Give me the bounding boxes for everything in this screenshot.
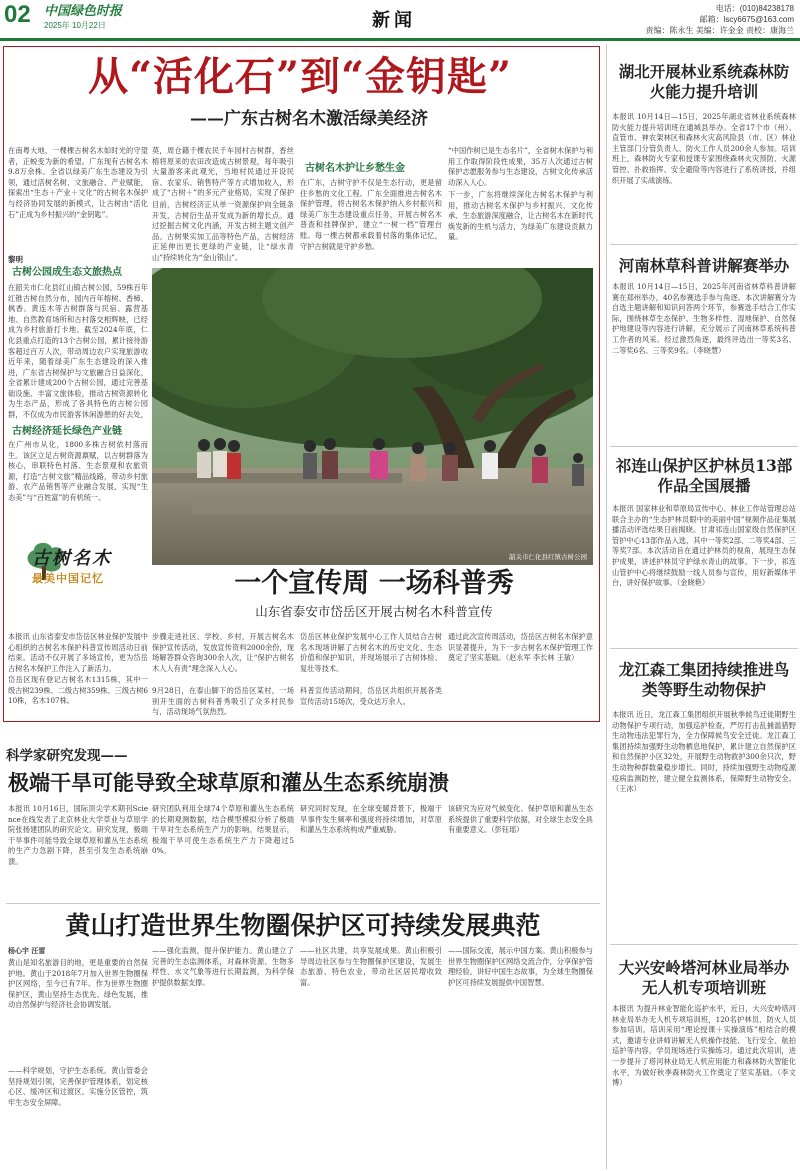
science-headline: 极端干旱可能导致全球草原和灌丛生态系统崩溃 (8, 770, 449, 795)
second-col2b: 9月28日，在泰山脚下的岱岳区某村，一场别开生面的古树科普秀吸引了众多村民参与，活动现场气氛热烈。 (152, 686, 294, 717)
logo-text-main: 古树名木 (32, 548, 112, 569)
paragraph-1b: 近年来，随着绿美广东生态建设的深入推进，广东省古树保护与文旅融合日益深化，全省累计建成200个古树公园，通过完善基础设施、丰富文旅体验，推动古树资源转化为生态产品，形成了各具特色的古树公园群，不仅成为市民游客休闲游憩的好去处， (8, 357, 148, 419)
huangshan-col4: ——国际交流，展示中国方案。黄山积极参与世界生物圈保护区网络交流合作，分享保护管理经验，讲好中国生态故事，为全球生物圈保护区可持续发展提供中国智慧。 (448, 946, 593, 987)
second-col1b: 岱岳区现有登记古树名木1315株，其中一级古树239株、二级古树359株、三级古树610株，名木107株。 (8, 675, 148, 706)
paragraph-col4: “中国作树已是生态名片”，全省树木保护与利用工作取得阶段性成果，35万人次通过古树保护志愿服务参与生态建设，古树文化传承活动深入人心。 (448, 146, 593, 187)
story-tag: 科学家研究发现—— (6, 748, 128, 764)
masthead (0, 0, 800, 38)
paragraph-1: 在韶关市仁化县红山镇古树公园，59株百年红锥古树自然分布，园内百年榕树、香樟、枫香、黄连木等古树群落与民宿、露营基地、自然教育场所和古村落交相辉映，已经成为乡村旅游打卡地。截至2024年底，仁化县重点打造的13个古树公园，累计接待游客超过百万人次，带动周边农户实现旅游收 (8, 283, 148, 356)
editors: 责编：陈永生 美编：许金金 责校：康海兰 (645, 26, 794, 35)
issue-date: 2025年 10月22日 (44, 21, 106, 30)
divider (610, 648, 798, 649)
right-body-3: 本报讯 国家林业和草原局宣传中心、林业工作站管理总站联合主办的“生态护林员眼中的美丽中国”视频作品征集展播活动评选结果日前揭晓。甘肃祁连山国家级自然保护区管护中心13部作品入选，其中一等奖2部、二等奖4部、三等奖7部。本次活动旨在通过护林员的视角，展现生态保护成果，讲述护林员守护绿水青山的故事。下一步，祁连山管护中心将继续鼓励一线人员参与宣传，用好新媒体平台，讲好保护故事。（金晓艳） (612, 504, 796, 588)
photo-caption: 韶关市仁化县红镇古树公园 (509, 553, 587, 561)
second-headline: 一个宣传周 一场科普秀 (234, 568, 514, 599)
contact-email: 邮箱：lscy6675@163.com (699, 15, 794, 24)
paper-name: 中国绿色时报 (44, 4, 123, 19)
section-name: 新闻 (372, 10, 416, 31)
huangshan-col1b: ——科学规划，守护生态系统。黄山管委会坚持规划引领，完善保护管理体系，划定核心区、缓冲区和过渡区，实施分区管控，筑牢生态安全屏障。 (8, 1066, 148, 1107)
right-headline-2: 河南林草科普讲解赛举办 (618, 256, 790, 275)
paragraph-2: 在广州市从化，1800多株古树依村落而生。该区立足古树资源禀赋，以古树群落为核心，串联特色村落、生态景观和农旅资源，打造“古树文旅”精品线路，带动乡村旅游、农产品销售等产业融合发展，实现“生态美”与“百姓富”的有机统一。 (8, 440, 148, 502)
huangshan-col2: ——强化监测，提升保护能力。黄山建立了完善的生态监测体系，对森林资源、生物多样性、水文气象等进行长期监测，为科学保护提供数据支撑。 (152, 946, 294, 987)
paragraph-col4b: 下一步，广东将继续深化古树名木保护与利用，推动古树名木保护与乡村振兴、文化传承、生态旅游深度融合，让古树名木在新时代焕发新的生机与活力，为绿美广东建设贡献力量。 (448, 190, 593, 242)
science-col2: 研究团队利用全球74个草原和灌丛生态系统的长期观测数据，结合模型模拟分析了极端干旱对生态系统生产力的影响。结果显示，极端干旱可使生态系统生产力下降超过50%。 (152, 804, 294, 856)
divider (610, 446, 798, 447)
ancient-tree-logo (20, 538, 140, 598)
second-col1: 本报讯 山东省泰安市岱岳区林业保护发展中心组织的古树名木保护科普宣传周活动日前结束。活动不仅开展了多场宣传，更为岱岳古树名木保护工作注入了新活力。 (8, 632, 148, 673)
header-rule (0, 38, 800, 41)
right-body-4: 本报讯 近日，龙江森工集团组织开展秋季候鸟迁徙期野生动物保护专项行动，加强巡护检查，严厉打击乱捕滥猎野生动物违法犯罪行为，全力保障候鸟安全迁徙。龙江森工集团持续加强野生动物栖息地保护，累计建立自然保护区和自然保护小区32处，开展野生动物救护300余只次，野生动物种群数量稳步增长。同时，持续加强野生动物疫源疫病监测防控，建立健全监测体系，保障野生动物安全。（王冰） (612, 710, 796, 794)
divider (610, 944, 798, 945)
paragraph-col3: 在广东，古树守护不仅是生态行动，更是留住乡愁的文化工程。广东全面推进古树名木保护管理，将古树名木保护纳入乡村振兴和绿美广东生态建设重点任务，开展古树名木普查和挂牌保护，建立“一树一档”管理台账。每一棵古树都承载着村落的集体记忆，守护古树就是守护乡愁。 (300, 178, 442, 251)
right-column-divider (606, 44, 607, 1169)
page-number: 02 (4, 1, 31, 28)
science-col4: 该研究为应对气候变化、保护草原和灌丛生态系统提供了重要科学依据，对全球生态安全具有重要意义。（彭钰瑶） (448, 804, 593, 835)
right-body-1: 本报讯 10月14日—15日，2025年湖北省林业系统森林防火能力提升培训班在通城县举办。全省17个市（州）、直管市、神农架林区和森林火灾高风险县（市、区）林业主管部门分管负责人、防火工作人员200余人参加。培训班上，森林防火专家和授课专家围绕森林火灾预防、火源管控、扑救指挥、安全避险等内容进行了系统讲授，并组织开展了实战演练。 (612, 112, 796, 185)
lead-paragraph: 在南粤大地，一棵棵古树名木如时光的守望者，正蜕变为新的希望。广东现有古树名木9.8万余株。全省以绿美广东生态建设为引领，通过活树名树、文旅融合、产业赋能，探索出“生态＋产业＋文化”的古树名木保护与经济协同发展的新模式，让古树由“活化石”正成为乡村振兴的“金钥匙”。 (8, 146, 148, 219)
contact-phone: 电话：(010)84238178 (715, 4, 794, 13)
second-col2: 步骤走进社区、学校、乡村，开展古树名木保护宣传活动，发放宣传资料2000余份，现场解答群众咨询300余人次，让“保护古树名木人人有责”理念深入人心。 (152, 632, 294, 673)
huangshan-byline: 杨心宇 汪雷 (8, 946, 46, 955)
science-col1: 本报讯 10月16日，国际顶尖学术期刊Science在线发表了北京林业大学草业与草原学院张扬建团队的研究论文。研究发现，极端干旱事件可能导致全球草原和灌丛生态系统的生产力急剧下降，甚至引发生态系统崩溃。 (8, 804, 148, 866)
second-col3b: 科普宣传活动期间，岱岳区共组织开展各类宣传活动15场次，受众达万余人。 (300, 686, 442, 706)
right-body-2: 本报讯 10月14日—15日，2025年河南省林草科普讲解赛在郑州举办，40名参赛选手参与角逐。本次讲解赛分为自选主题讲解和知识问答两个环节，参赛选手结合工作实际，围绕林草生态保护、生物多样性、湿地保护、自然保护地建设等内容进行讲解，充分展示了河南林草系统科普工作者的风采。经过激烈角逐，最终评选出一等奖3名、二等奖6名、三等奖9名。（李晓慧） (612, 282, 796, 355)
section-heading-2: 古树经济延长绿色产业链 (12, 426, 122, 437)
huangshan-col1: 黄山是知名旅游目的地，更是重要的自然保护地。黄山于2018年7月加入世界生物圈保护区网络，至今已有7年。作为世界生物圈保护区，黄山坚持生态优先、绿色发展，推动自然保护与经济社会协调发展。 (8, 958, 148, 1010)
divider (610, 244, 798, 245)
right-body-5: 本报讯 为提升林业智能化巡护水平，近日，大兴安岭塔河林业局举办无人机专项培训班，120名护林员、防火人员参加培训。培训采用“理论授课＋实操演练”相结合的模式，邀请专业讲师讲解无人机操作技能、飞行安全、航拍巡护等内容，学员现场进行实操练习。通过此次培训，进一步提升了塔河林业局无人机应用能力和森林防火智能化水平，为做好秋季森林防火工作奠定了坚实基础。（李文博） (612, 1004, 796, 1088)
paragraph-col2: 莫，周仓籍千棵农民千车园村古树群，香丝榕将原来的农田改造成古树景观，每年吸引大量游客来此观光，当地村民通过开设民宿、农家乐、销售特产等方式增加收入，形成了“古树＋”的多元产业格局，实现了保护 (152, 146, 294, 198)
huangshan-headline: 黄山打造世界生物圈保护区可持续发展典范 (65, 911, 541, 940)
divider (6, 903, 600, 904)
paragraph-col2b: 目前，古树经济正从单一资源保护向全链条开发，古树衍生品开发成为新的增长点。通过挖掘古树文化内涵，开发古树主题文创产品、古树果实加工品等特色产品，古树经济正延伸出更长更绿的产业链，让“绿水青山”持续转化为“金山银山”。 (152, 200, 294, 262)
right-headline-3: 祁连山保护区护林员13部作品全国展播 (615, 456, 793, 495)
main-headline: 从“活化石”到“金钥匙” (87, 53, 513, 100)
second-col3: 岱岳区林业保护发展中心工作人员结合古树名木现场讲解了古树名木的历史文化、生态价值和保护知识，并现场展示了古树体检、复壮等技术。 (300, 632, 442, 673)
main-subtitle: ——广东古树名木激活绿美经济 (190, 109, 428, 129)
section-heading-1: 古树公园成生态文旅热点 (12, 267, 122, 278)
second-subtitle: 山东省泰安市岱岳区开展古树名木科普宣传 (255, 605, 493, 619)
second-col4: 通过此次宣传周活动，岱岳区古树名木保护意识显著提升，为下一步古树名木保护管理工作奠定了坚实基础。（赵永军 李长林 王敏） (448, 632, 593, 663)
byline: 黎明 (8, 255, 23, 264)
main-photo (152, 268, 593, 565)
science-col3: 研究同时发现，在全球变暖背景下，极端干旱事件发生频率和强度将持续增加，对草原和灌丛生态系统构成严重威胁。 (300, 804, 442, 835)
right-headline-1: 湖北开展林业系统森林防火能力提升培训 (618, 62, 790, 101)
section-heading-3: 古树名木护让乡愁生金 (305, 163, 405, 174)
right-headline-4: 龙江森工集团持续推进鸟类等野生动物保护 (618, 660, 790, 699)
logo-text-sub: 最美中国记忆 (32, 573, 104, 585)
huangshan-col3: ——社区共建，共享发展成果。黄山积极引导周边社区参与生物圈保护区建设，发展生态旅游、特色农业，带动社区居民增收致富。 (300, 946, 442, 987)
right-headline-5: 大兴安岭塔河林业局举办无人机专项培训班 (618, 958, 790, 997)
